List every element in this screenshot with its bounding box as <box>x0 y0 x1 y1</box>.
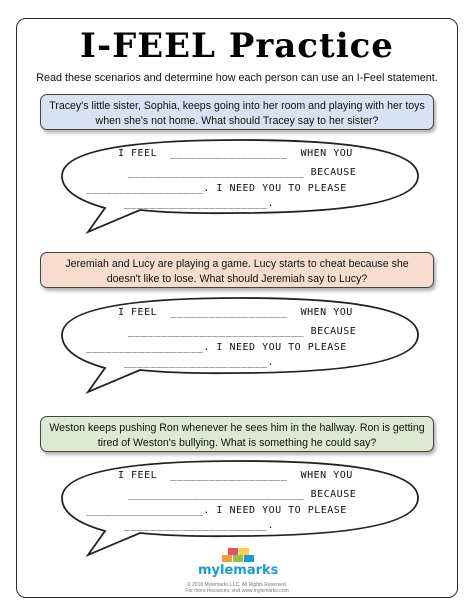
situation-blank: __________________ <box>128 489 246 500</box>
because-label: BECAUSE <box>310 489 357 500</box>
request-blank: ______________________. <box>124 198 274 209</box>
bubble-1-line-2 <box>128 167 356 178</box>
situation-blank-ext: _________ <box>245 326 305 337</box>
i-need-label: I NEED YOU TO PLEASE <box>216 342 347 353</box>
scenario-text-2: Jeremiah and Lucy are playing a game. Lucy starts to cheat because she doesn't like to lose. What should Jeremiah say to Lucy? <box>65 258 409 285</box>
copyright-notice <box>150 582 324 594</box>
i-feel-label: I FEEL <box>118 470 158 481</box>
bubble-2-line-3: __________________. I NEED YOU TO PLEASE <box>86 342 347 353</box>
situation-blank: __________________ <box>128 167 246 178</box>
request-blank: ______________________. <box>124 357 274 368</box>
bubble-3-line-2 <box>128 489 356 500</box>
logo-text: mylemarks <box>198 563 279 578</box>
i-need-label: I NEED YOU TO PLEASE <box>216 183 347 194</box>
bubble-2-line-1 <box>118 307 353 318</box>
because-label: BECAUSE <box>310 326 357 337</box>
feeling-blank: __________________ <box>170 307 288 318</box>
scenario-text-1: Tracey's little sister, Sophia, keeps going into her room and playing with her toys when she's not home. What should Tracey say to her sister? <box>49 100 425 127</box>
reason-blank: __________________ <box>86 342 204 353</box>
logo-blocks-icon <box>222 550 256 562</box>
i-need-label: I NEED YOU TO PLEASE <box>216 505 347 516</box>
reason-blank: __________________ <box>86 183 204 194</box>
because-label: BECAUSE <box>310 167 357 178</box>
i-feel-label: I FEEL <box>118 148 158 159</box>
copyright-line-1: © 2016 Mylemarks LLC. All Rights Reserved. <box>186 582 288 588</box>
bubble-3-line-3: __________________. I NEED YOU TO PLEASE <box>86 505 347 516</box>
bubble-2-line-4 <box>124 357 274 368</box>
bubble-3-line-4 <box>124 520 274 531</box>
when-you-label: WHEN YOU <box>300 470 353 481</box>
feeling-blank: __________________ <box>170 148 288 159</box>
bubble-1-line-1 <box>118 148 353 159</box>
bubble-3-line-1 <box>118 470 353 481</box>
page-title: I-FEEL Practice <box>80 26 394 66</box>
scenario-text-3: Weston keeps pushing Ron whenever he sees him in the hallway. Ron is getting tired of Weston's bullying. What is something he could say? <box>49 422 425 449</box>
copyright-line-2: For more resources, visit www.mylemarks.com <box>185 588 289 594</box>
instructions-text: Read these scenarios and determine how each person can use an I-Feel statement. <box>36 72 438 84</box>
bubble-1-line-3: __________________. I NEED YOU TO PLEASE <box>86 183 347 194</box>
when-you-label: WHEN YOU <box>300 148 353 159</box>
situation-blank-ext: _________ <box>245 167 305 178</box>
i-feel-label: I FEEL <box>118 307 158 318</box>
bubble-1-line-4 <box>124 198 274 209</box>
when-you-label: WHEN YOU <box>300 307 353 318</box>
situation-blank: __________________ <box>128 326 246 337</box>
reason-blank: __________________ <box>86 505 204 516</box>
mylemarks-logo <box>198 560 278 584</box>
request-blank: ______________________. <box>124 520 274 531</box>
bubble-2-line-2 <box>128 326 356 337</box>
feeling-blank: __________________ <box>170 470 288 481</box>
situation-blank-ext: _________ <box>245 489 305 500</box>
